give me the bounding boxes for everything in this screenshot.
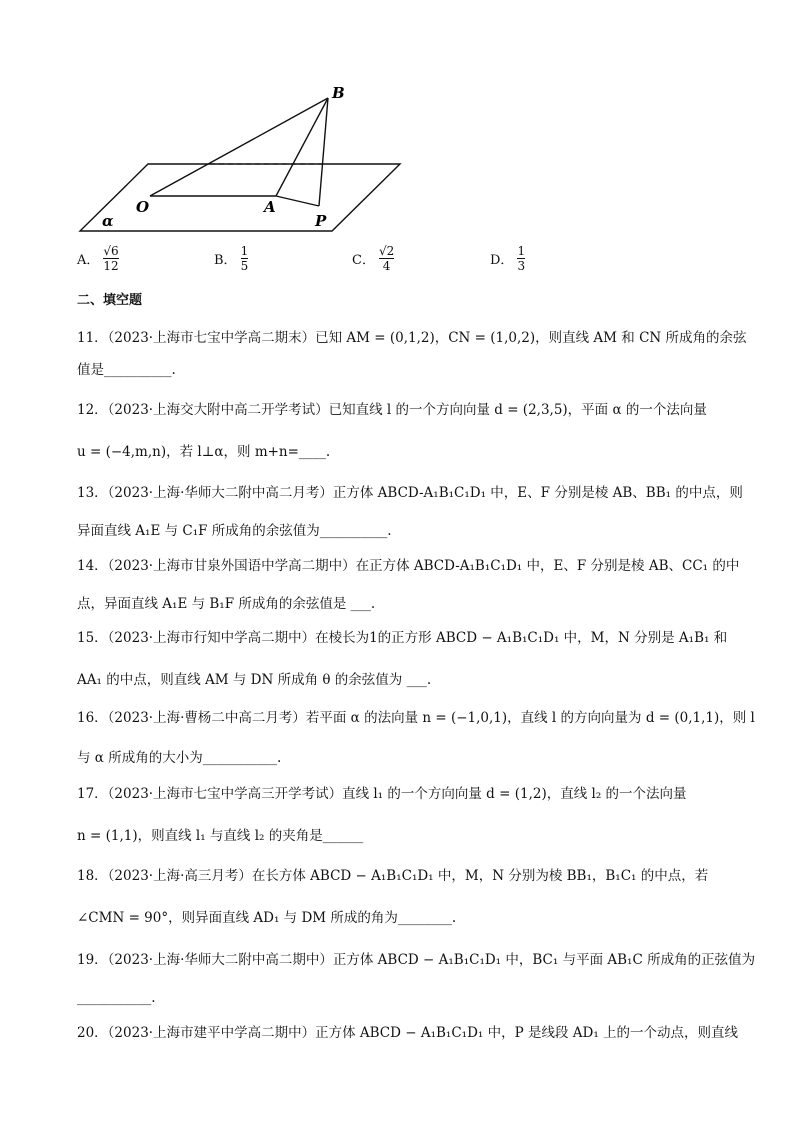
question-line: 17．（2023·上海市七宝中学高三开学考试）直线 l₁ 的一个方向向量 d = (1,2)，直线 l₂ 的一个法向量	[77, 786, 687, 802]
fraction-denominator: 12	[103, 259, 119, 273]
question-16	[77, 708, 755, 768]
fraction-numerator: 1	[517, 244, 526, 258]
choice-b[interactable]	[214, 244, 248, 273]
question-18	[77, 866, 717, 928]
question-line: 点，异面直线 A₁E 与 B₁F 所成角的余弦值是 ___.	[77, 596, 376, 612]
question-line: 13．（2023·上海·华师大二附中高二月考）正方体 ABCD-A₁B₁C₁D₁ 中，E、F 分别是棱 AB、BB₁ 的中点，则	[77, 485, 743, 501]
question-12	[77, 400, 717, 462]
fraction-numerator: √2	[378, 244, 395, 258]
fraction-denominator: 3	[517, 259, 526, 273]
question-line: 与 α 所成角的大小为___________.	[77, 750, 282, 766]
question-line: 19．（2023·上海·华师大二附中高二期中）正方体 ABCD − A₁B₁C₁D₁ 中，BC₁ 与平面 AB₁C 所成角的正弦值为	[77, 952, 756, 968]
geometry-figure	[70, 78, 420, 248]
section-title: 二、填空题	[77, 293, 143, 308]
question-line: 12．（2023·上海交大附中高二开学考试）已知直线 l 的一个方向向量 d = (2,3,5)，平面 α 的一个法向量	[77, 402, 707, 418]
label-alpha: α	[102, 212, 114, 230]
choice-letter: A．	[77, 253, 100, 268]
choice-fraction	[379, 244, 394, 273]
choice-letter: D．	[490, 253, 514, 268]
choice-fraction	[517, 244, 525, 273]
fraction-numerator: √6	[103, 244, 119, 258]
choice-a[interactable]	[77, 244, 119, 273]
question-line: 值是__________.	[77, 362, 176, 378]
question-line: n = (1,1)，则直线 l₁ 与直线 l₂ 的夹角是______	[77, 828, 364, 844]
question-line: 16．（2023·上海·曹杨二中高二月考）若平面 α 的法向量 n = (−1,0,1)，直线 l 的方向向量为 d = (0,1,1)，则 l	[77, 710, 755, 726]
question-line: 18．（2023·上海·高三月考）在长方体 ABCD − A₁B₁C₁D₁ 中，M，N 分别为棱 BB₁，B₁C₁ 的中点，若	[77, 868, 709, 884]
choice-fraction	[103, 244, 118, 273]
question-17	[77, 784, 717, 846]
question-20	[77, 1023, 739, 1043]
question-line: 异面直线 A₁E 与 C₁F 所成角的余弦值为__________.	[77, 523, 392, 539]
question-11	[77, 328, 747, 380]
fraction-numerator: 1	[240, 244, 249, 258]
question-line: ∠CMN = 90°，则异面直线 AD₁ 与 DM 所成的角为________.	[77, 910, 457, 926]
question-line: AA₁ 的中点，则直线 AM 与 DN 所成角 θ 的余弦值为 ___.	[77, 672, 432, 688]
fraction-denominator: 4	[382, 259, 391, 273]
question-15	[77, 628, 728, 690]
fraction-denominator: 5	[240, 259, 249, 273]
label-A: A	[264, 198, 276, 216]
label-O: O	[136, 198, 150, 216]
question-19	[77, 950, 756, 1008]
question-line: ___________.	[77, 990, 156, 1006]
segment-AP	[276, 196, 319, 206]
choice-c[interactable]	[352, 244, 394, 273]
segment-BP	[319, 98, 328, 206]
answer-choices	[0, 244, 794, 284]
choice-letter: C．	[352, 253, 375, 268]
choice-d[interactable]	[490, 244, 525, 273]
question-line: 14．（2023·上海市甘泉外国语中学高二期中）在正方体 ABCD-A₁B₁C₁D₁ 中，E、F 分别是棱 AB、CC₁ 的中	[77, 558, 740, 574]
question-line: u = (−4,m,n)，若 l⊥α，则 m+n=____.	[77, 444, 331, 460]
plane-alpha-shape	[80, 164, 400, 231]
question-line: 11．（2023·上海市七宝中学高二期末）已知 AM = (0,1,2)，CN = (1,0,2)，则直线 AM 和 CN 所成角的余弦	[77, 330, 747, 346]
label-B: B	[332, 84, 345, 102]
question-14	[77, 556, 740, 614]
label-P: P	[315, 212, 327, 230]
choice-letter: B．	[214, 253, 237, 268]
question-13	[77, 483, 743, 541]
question-line: 20．（2023·上海市建平中学高二期中）正方体 ABCD − A₁B₁C₁D₁ 中，P 是线段 AD₁ 上的一个动点，则直线	[77, 1025, 739, 1041]
question-line: 15．（2023·上海市行知中学高二期中）在棱长为1的正方形 ABCD − A₁B₁C₁D₁ 中，M，N 分别是 A₁B₁ 和	[77, 630, 728, 646]
choice-fraction	[241, 244, 249, 273]
